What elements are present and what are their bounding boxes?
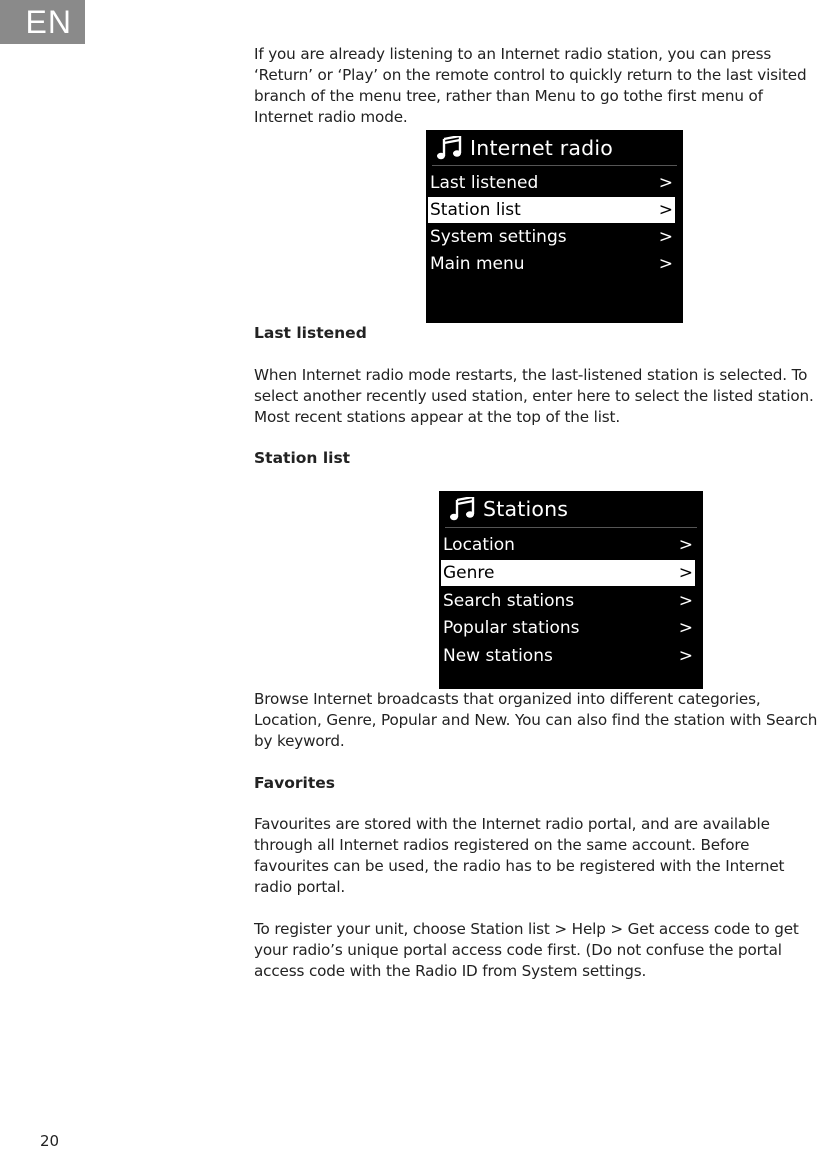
menu-item-label: Genre bbox=[443, 563, 495, 583]
menu-item-location[interactable] bbox=[441, 532, 695, 558]
chevron-right-icon: > bbox=[658, 227, 673, 247]
menu-item-label: Search stations bbox=[443, 591, 575, 611]
menu-item-label: Popular stations bbox=[443, 618, 580, 638]
chevron-right-icon: > bbox=[678, 591, 693, 611]
menu-item-last-listened[interactable] bbox=[428, 170, 675, 196]
menu-item-popular-stations[interactable] bbox=[441, 615, 695, 641]
browse-paragraph: Browse Internet broadcasts that organized into different categories, Location, Genre, Popular and New. You can also find the station with Search by keyword. bbox=[254, 690, 818, 750]
menu-item-label: New stations bbox=[443, 646, 553, 666]
menu-item-label: Location bbox=[443, 535, 515, 555]
menu-item-station-list[interactable] bbox=[428, 197, 675, 223]
internet-radio-screen bbox=[426, 130, 683, 323]
favorites-paragraph: Favourites are stored with the Internet radio portal, and are available through all Internet radios registered on the same account. Before favourites can be used, the radio has to be registered with the Internet radio portal. bbox=[254, 815, 785, 896]
menu-item-label: Main menu bbox=[430, 254, 525, 274]
menu-item-label: Last listened bbox=[430, 173, 539, 193]
station-list-heading: Station list bbox=[254, 449, 351, 467]
register-paragraph: To register your unit, choose Station list > Help > Get access code to get your radio’s unique portal access code first. (Do not confuse the portal access code with the Radio ID from System settings. bbox=[254, 920, 799, 980]
language-tab: EN bbox=[0, 0, 85, 44]
chevron-right-icon: > bbox=[658, 200, 673, 220]
chevron-right-icon: > bbox=[658, 173, 673, 193]
menu-item-new-stations[interactable] bbox=[441, 643, 695, 669]
chevron-right-icon: > bbox=[678, 618, 693, 638]
screen-title: Internet radio bbox=[470, 135, 613, 160]
screen-title: Stations bbox=[483, 497, 569, 521]
chevron-right-icon: > bbox=[678, 563, 693, 583]
menu-item-genre[interactable] bbox=[441, 560, 695, 586]
screen-header bbox=[445, 491, 697, 528]
last-listened-paragraph: When Internet radio mode restarts, the last-listened station is selected. To select another recently used station, enter here to select the listed station. Most recent stations appear at the top of the list. bbox=[254, 366, 814, 426]
menu-item-search-stations[interactable] bbox=[441, 588, 695, 614]
favorites-heading: Favorites bbox=[254, 774, 335, 792]
intro-paragraph: If you are already listening to an Internet radio station, you can press ‘Return’ or ‘Play’ on the remote control to quickly return to the last visited branch of the menu tree, rather than Menu to go tothe first menu of Internet radio mode. bbox=[254, 45, 807, 126]
chevron-right-icon: > bbox=[658, 254, 673, 274]
screen-header bbox=[432, 130, 677, 166]
stations-screen bbox=[439, 491, 703, 689]
page-number: 20 bbox=[40, 1132, 60, 1150]
menu-item-main-menu[interactable] bbox=[428, 251, 675, 277]
menu-item-label: System settings bbox=[430, 227, 567, 247]
music-note-icon bbox=[449, 497, 475, 521]
menu-item-label: Station list bbox=[430, 200, 521, 220]
music-note-icon bbox=[436, 136, 462, 160]
menu-item-system-settings[interactable] bbox=[428, 224, 675, 250]
chevron-right-icon: > bbox=[678, 535, 693, 555]
chevron-right-icon: > bbox=[678, 646, 693, 666]
last-listened-heading: Last listened bbox=[254, 324, 367, 342]
